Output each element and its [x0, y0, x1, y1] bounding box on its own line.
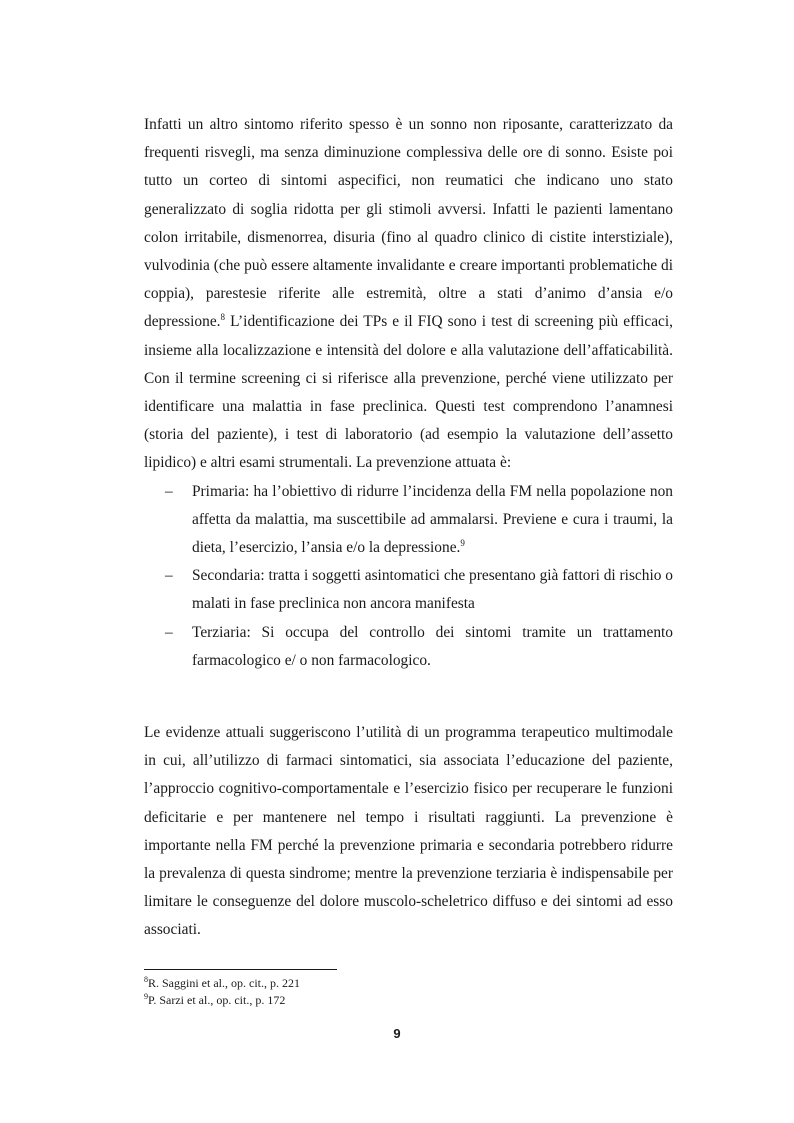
- footnotes: [144, 975, 544, 1009]
- list-item-text: Secondaria: tratta i soggetti asintomatici che presentano già fattori di rischio o malati in fase preclinica non ancora manifesta: [192, 567, 673, 613]
- footnote-text: P. Sarzi et al., op. cit., p. 172: [148, 993, 286, 1007]
- list-item-primaria: [144, 478, 673, 563]
- dash-bullet: –: [165, 567, 173, 585]
- footnote-number: 9: [144, 992, 148, 1001]
- paragraph-text: Le evidenze attuali suggeriscono l’utilità di un programma terapeutico multimodale in cui, all’utilizzo di farmaci sintomatici, sia associata l’educazione del paziente, l’approccio cognitivo-comportamentale e l’esercizio fisico per recuperare le funzioni deficitarie e per mantenere nel tempo i risultati raggiunti. La prevenzione è importante nella FM perché la prevenzione primaria e secondaria potrebbero ridurre la prevalenza di questa sindrome; mentre la prevenzione terziaria è indispensabile per limitare le conseguenze del dolore muscolo-scheletrico diffuso e dei sintomi ad esso associati.: [144, 724, 673, 939]
- footnote-text: R. Saggini et al., op. cit., p. 221: [148, 976, 300, 990]
- prevention-list: [144, 478, 673, 675]
- list-item-text: Primaria: ha l’obiettivo di ridurre l’incidenza della FM nella popolazione non affetta da malattia, ma suscettibile ad ammalarsi. Previene e cura i traumi, la dieta, l’esercizio, l’ansia e/o la depressione.: [192, 482, 673, 557]
- paragraph-text-part-b: L’identificazione dei TPs e il FIQ sono i test di screening più efficaci, insieme alla localizzazione e intensità del dolore e alla valutazione dell’affaticabilità. Con il termine screening ci si riferisce alla prevenzione, perché viene utilizzato per identificare una malattia in fase preclinica. Questi test comprendono l’anamnesi (storia del paziente), i test di laboratorio (ad esempio la valutazione dell’assetto lipidico) e altri esami strumentali. La prevenzione attuata è:: [144, 313, 673, 472]
- page-number: 9: [393, 1026, 401, 1041]
- paragraph-text: [144, 111, 673, 478]
- list-item-secondaria: [144, 562, 673, 618]
- footnote-ref-8: 8: [220, 312, 226, 323]
- list-item-text: Terziaria: Si occupa del controllo dei sintomi tramite un trattamento farmacologico e/ o non farmacologico.: [192, 623, 673, 669]
- body-paragraph-2: [144, 719, 673, 945]
- paragraph-text-part-a: Infatti un altro sintomo riferito spesso è un sonno non riposante, caratterizzato da frequenti risvegli, ma senza diminuzione complessiva delle ore di sonno. Esiste poi tutto un corteo di sintomi aspecifici, non reumatici che indicano uno stato generalizzato di soglia ridotta per gli stimoli avversi. Infatti le pazienti lamentano colon irritabile, dismenorrea, disuria (fino al quadro clinico di cistite interstiziale), vulvodinia (che può essere altamente invalidante e creare importanti problematiche di coppia), parestesie riferite alle estremità, oltre a stati d’animo d’ansia e/o depressione.: [144, 116, 673, 331]
- footnote-9: [144, 992, 544, 1009]
- footnote-separator: [144, 969, 337, 970]
- footnote-ref-9: 9: [460, 537, 465, 548]
- dash-bullet: –: [165, 623, 173, 641]
- list-item-terziaria: [144, 619, 673, 675]
- dash-bullet: –: [165, 482, 173, 500]
- body-paragraph-1: [144, 111, 673, 675]
- footnote-number: 8: [144, 975, 148, 984]
- footnote-8: [144, 975, 544, 992]
